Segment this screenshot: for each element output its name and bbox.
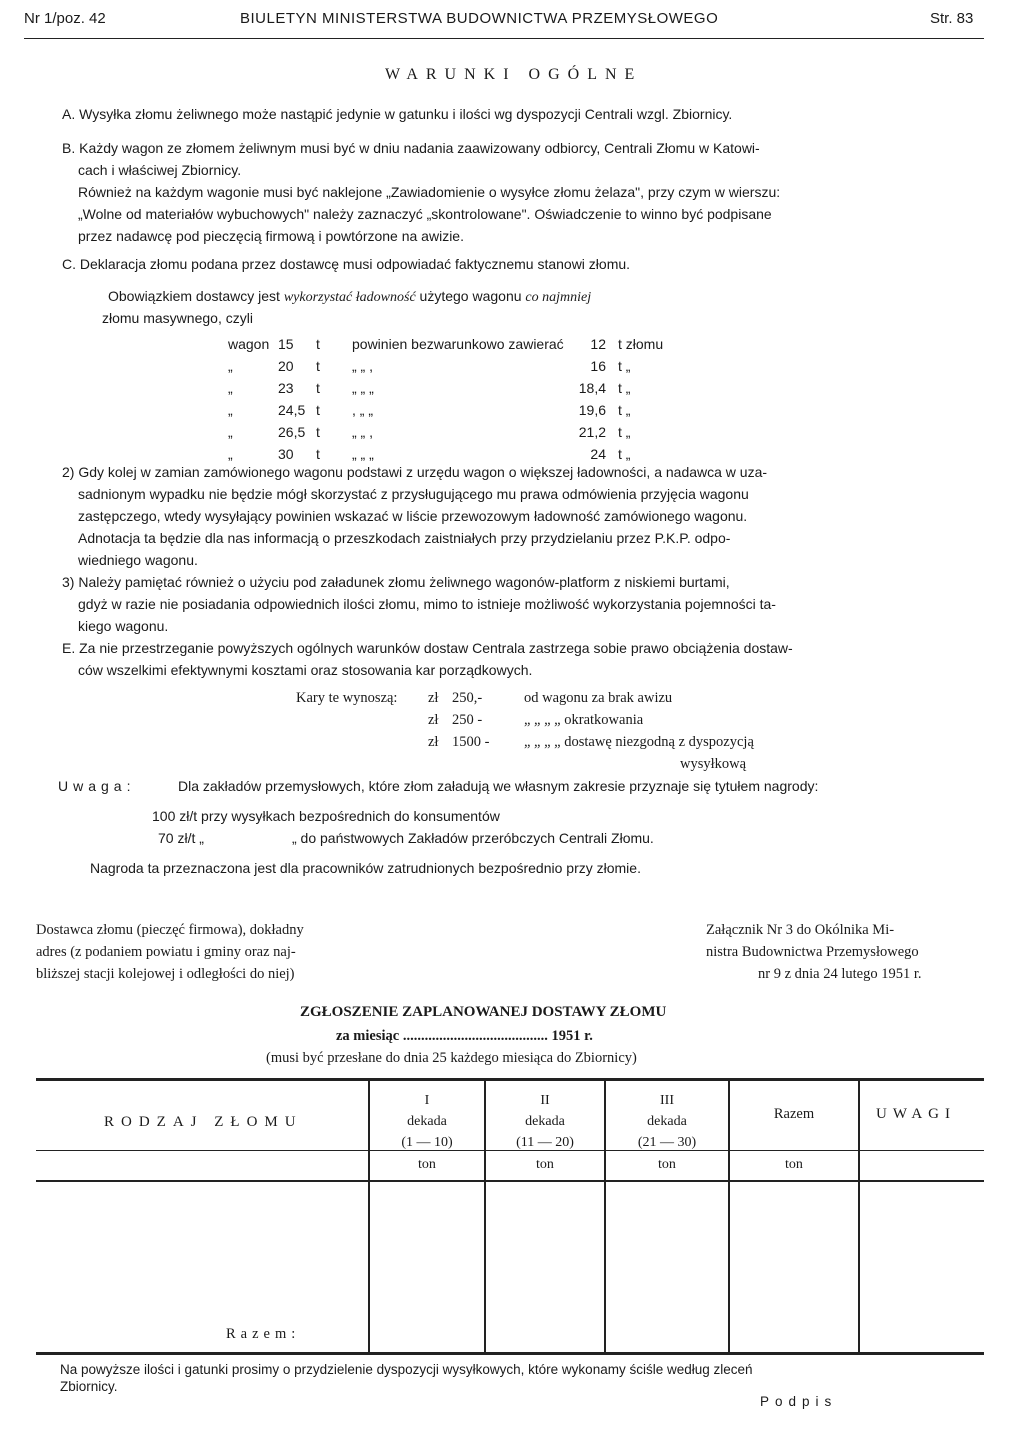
header-issue: Nr 1/poz. 42 — [24, 10, 106, 27]
wagon-label: „ — [228, 424, 233, 440]
paragraph-b-line2: cach i właściwej Zbiornicy. — [78, 162, 242, 178]
note-label: Uwaga: — [58, 778, 136, 794]
wagon-capacity: 23 — [278, 380, 294, 396]
decade-1-num: I — [424, 1093, 430, 1108]
wagon-unit: t — [316, 402, 320, 418]
penalty-amount: 250,- — [452, 690, 483, 706]
wagon-load: 21,2 — [578, 424, 606, 440]
obligation-text-a: Obowiązkiem dostawcy jest — [108, 288, 284, 304]
signature-label: Podpis — [760, 1394, 838, 1409]
penalty-amount: 1500 - — [452, 734, 490, 750]
form-month: za miesiąc ........................................ 1951 r. — [336, 1028, 593, 1044]
wagon-condition: „ „ „ — [352, 380, 374, 396]
unit-col-3: ton — [658, 1157, 676, 1172]
table-top-rule — [36, 1078, 984, 1081]
wagon-load: 12 — [590, 336, 606, 352]
wagon-capacity: 26,5 — [278, 424, 306, 440]
decade-3-header — [606, 1090, 728, 1153]
wagon-condition: „ „ , — [352, 358, 373, 374]
penalty-description: wysyłkową — [680, 756, 747, 772]
decade-2-range: (11 — 20) — [516, 1135, 574, 1150]
wagon-capacity: 30 — [278, 446, 294, 462]
footer-line2: Zbiornicy. — [60, 1379, 118, 1394]
wagon-label: „ — [228, 446, 233, 462]
annex-line3: nr 9 z dnia 24 lutego 1951 r. — [758, 966, 922, 982]
obligation-line1 — [108, 288, 591, 306]
section-title: WARUNKI OGÓLNE — [385, 66, 643, 83]
supplier-line1: Dostawca złomu (pieczęć firmowa), dokładny — [36, 922, 304, 938]
footer-line1: Na powyższe ilości i gatunki prosimy o przydzielenie dyspozycji wysyłkowych, które wykonamy ściśle według zleceń — [60, 1362, 753, 1377]
wagon-load: 24 — [590, 446, 606, 462]
point-2-line2: sadnionym wypadku nie będzie mógł skorzystać z przysługującego mu prawa odmówienia przyjęcia wagonu — [78, 486, 749, 502]
wagon-load: 19,6 — [578, 402, 606, 418]
wagon-unit: t — [316, 336, 320, 352]
obligation-emphasis-d: co najmniej — [525, 290, 592, 305]
point-2-line1: 2) Gdy kolej w zamian zamówionego wagonu podstawi z urzędu wagon o większej ładowności, a nadawca w uza- — [62, 464, 768, 480]
penalty-label: Kary te wynoszą: — [296, 690, 398, 706]
wagon-label: wagon — [228, 336, 270, 352]
total-col-header: Razem — [773, 1106, 815, 1122]
point-3-line1: 3) Należy pamiętać również o użyciu pod załadunek złomu żeliwnego wagonów-platform z niskiemi burtami, — [62, 574, 730, 590]
wagon-unit: t — [316, 358, 320, 374]
form-title: ZGŁOSZENIE ZAPLANOWANEJ DOSTAWY ZŁOMU — [300, 1004, 667, 1020]
annex-line1: Załącznik Nr 3 do Okólnika Mi- — [706, 922, 895, 938]
unit-col-1: ton — [418, 1157, 436, 1172]
paragraph-a: A. Wysyłka złomu żeliwnego może nastąpić jedynie w gatunku i ilości wg dyspozycji Centrali wzgl. Zbiornicy. — [62, 106, 733, 122]
reward-line2-b: „ do państwowych Zakładów przeróbczych Centrali Złomu. — [292, 830, 654, 846]
penalty-description: od wagonu za brak awizu — [524, 690, 673, 706]
point-3-line2: gdyż w razie nie posiadania odpowiednich ilości złomu, mimo to istnieje możliwość wykorzystania pojemności ta- — [78, 596, 776, 612]
decade-3-num: III — [660, 1093, 674, 1108]
point-2-line3: zastępczego, wtedy wysyłający powinien wskazać w liście przewozowym ładowność zamówionego wagonu. — [78, 508, 748, 524]
wagon-load-unit: t „ — [618, 424, 631, 440]
reward-line2-a: 70 zł/t „ — [158, 830, 204, 846]
wagon-load-unit: t „ — [618, 446, 631, 462]
paragraph-b-line3: Również na każdym wagonie musi być naklejone „Zawiadomienie o wysyłce złomu żelaza", przy czym w wierszu: — [78, 184, 781, 200]
decade-1-label: dekada — [407, 1114, 447, 1129]
header-page: Str. 83 — [930, 10, 974, 27]
point-3-line3: kiego wagonu. — [78, 618, 169, 634]
decade-3-label: dekada — [647, 1114, 687, 1129]
decade-1-range: (1 — 10) — [401, 1135, 453, 1150]
obligation-emphasis-a: wykorzystać ładowność — [283, 290, 416, 305]
scrap-type-header: RODZAJ ZŁOMU — [104, 1114, 303, 1130]
unit-col-2: ton — [536, 1157, 554, 1172]
wagon-condition: , „ „ — [352, 402, 373, 418]
reward-note: Nagroda ta przeznaczona jest dla pracowników zatrudnionych bezpośrednio przy złomie. — [90, 860, 641, 876]
wagon-condition: „ „ „ — [352, 446, 374, 462]
table-unit-rule — [36, 1180, 984, 1182]
point-e-line1: E. Za nie przestrzeganie powyższych ogólnych warunków dostaw Centrala zastrzega sobie prawo obciążenia dostaw- — [62, 640, 793, 656]
wagon-unit: t — [316, 424, 320, 440]
paragraph-b-line4: „Wolne od materiałów wybuchowych" należy zaznaczyć „skontrolowane". Oświadczenie to winno być podpisane — [78, 206, 772, 222]
note-text: Dla zakładów przemysłowych, które złom załadują we własnym zakresie przyznaje się tytułem nagrody: — [178, 778, 819, 794]
point-e-line2: ców wszelkimi efektywnymi kosztami oraz stosowania kar porządkowych. — [78, 662, 533, 678]
header-rule — [24, 38, 984, 39]
penalty-currency: zł — [428, 690, 439, 706]
wagon-label: „ — [228, 358, 233, 374]
reward-line1: 100 zł/t przy wysyłkach bezpośrednich do konsumentów — [152, 808, 500, 824]
paragraph-c: C. Deklaracja złomu podana przez dostawcę musi odpowiadać faktycznemu stanowi złomu. — [62, 256, 631, 272]
wagon-condition: „ „ , — [352, 424, 373, 440]
unit-col-total: ton — [785, 1157, 803, 1172]
annex-line2: nistra Budownictwa Przemysłowego — [706, 944, 919, 960]
wagon-label: „ — [228, 380, 233, 396]
form-note: (musi być przesłane do dnia 25 każdego miesiąca do Zbiornicy) — [266, 1050, 637, 1066]
point-2-line4: Adnotacja ta będzie dla nas informacją o przeszkodach zaistniałych przy przydzielaniu przez P.K.P. odpo- — [78, 530, 731, 546]
decade-3-range: (21 — 30) — [637, 1135, 697, 1150]
decade-1-header — [368, 1090, 486, 1153]
paragraph-b-line1: B. Każdy wagon ze złomem żeliwnym musi być w dniu nadania zaawizowany odbiorcy, Centrali Złomu w Katowi- — [62, 140, 760, 156]
wagon-load-unit: t „ — [618, 380, 631, 396]
penalty-currency: zł — [428, 712, 439, 728]
wagon-load-unit: t „ — [618, 358, 631, 374]
wagon-condition: powinien bezwarunkowo zawierać — [352, 336, 564, 352]
wagon-capacity: 15 — [278, 336, 294, 352]
wagon-label: „ — [228, 402, 233, 418]
decade-2-num: II — [540, 1093, 550, 1108]
supplier-line2: adres (z podaniem powiatu i gminy oraz naj- — [36, 944, 296, 960]
paragraph-b-line5: przez nadawcę pod pieczęcią firmową i powtórzone na awizie. — [78, 228, 464, 244]
penalty-currency: zł — [428, 734, 439, 750]
header-title: BIULETYN MINISTERSTWA BUDOWNICTWA PRZEMYSŁOWEGO — [240, 10, 719, 27]
wagon-load-unit: t „ — [618, 402, 631, 418]
point-2-line5: wiedniego wagonu. — [78, 552, 198, 568]
wagon-load: 16 — [590, 358, 606, 374]
penalty-amount: 250 - — [452, 712, 483, 728]
decade-2-header — [486, 1090, 604, 1153]
wagon-unit: t — [316, 380, 320, 396]
wagon-load-unit: t złomu — [618, 336, 664, 352]
decade-2-label: dekada — [525, 1114, 565, 1129]
penalty-description: „ „ „ „ dostawę niezgodną z dyspozycją — [524, 734, 754, 750]
wagon-load: 18,4 — [578, 380, 606, 396]
penalty-description: „ „ „ „ okratkowania — [524, 712, 644, 728]
wagon-unit: t — [316, 446, 320, 462]
wagon-capacity: 24,5 — [278, 402, 306, 418]
remarks-col-header: UWAGI — [876, 1106, 956, 1122]
table-col-divider-5 — [858, 1081, 860, 1352]
wagon-capacity: 20 — [278, 358, 294, 374]
obligation-text-c: użytego wagonu — [415, 288, 526, 304]
supplier-line3: bliższej stacji kolejowej i odległości do niej) — [36, 966, 295, 982]
table-bottom-rule — [36, 1352, 984, 1355]
obligation-line2: złomu masywnego, czyli — [102, 310, 253, 326]
total-row-label: Razem: — [226, 1326, 301, 1342]
